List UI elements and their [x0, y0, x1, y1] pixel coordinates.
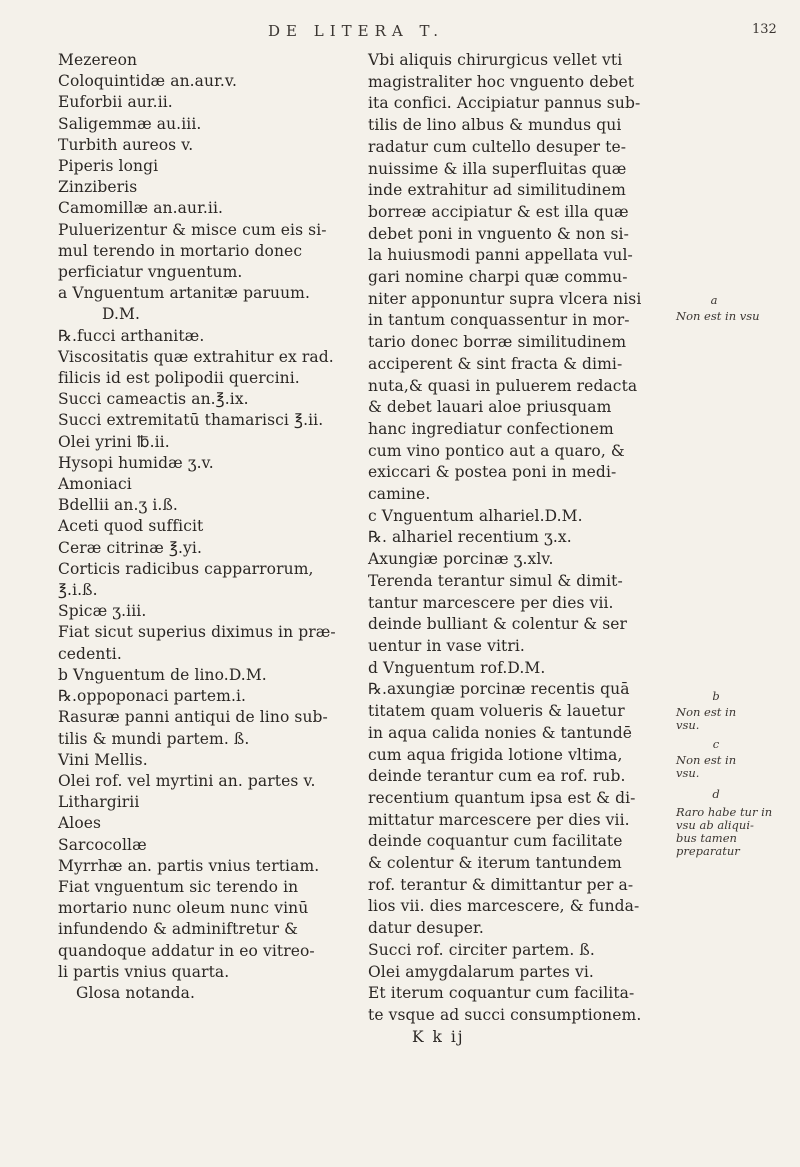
left-line: Puluerizentur & misce cum eis si-	[58, 220, 327, 239]
left-line: Ceræ citrinæ ℥.yi.	[58, 538, 202, 557]
left-line: Turbith aureos v.	[58, 135, 194, 154]
right-line: Olei amygdalarum partes vi.	[368, 962, 594, 981]
left-line: Aloes	[58, 814, 102, 833]
right-line: tilis de lino albus & mundus qui	[368, 116, 622, 135]
right-line: exiccari & postea poni in medi-	[368, 463, 617, 482]
left-line: ℞.fucci arthanitæ.	[58, 326, 205, 345]
right-line: nuissime & illa superfluitas quæ	[368, 159, 627, 178]
right-line: ℞. alhariel recentium ʒ.x.	[368, 528, 572, 547]
left-line: Zinziberis	[58, 178, 138, 197]
right-line: mittatur marcescere per dies vii.	[368, 810, 630, 829]
right-line: datur desuper.	[368, 919, 484, 938]
right-line: K k ij	[412, 1027, 465, 1046]
right-line: Terenda terantur simul & dimit-	[368, 571, 623, 590]
right-line: d Vnguentum rof.D.M.	[368, 658, 546, 677]
running-header	[0, 22, 800, 50]
right-line: camine.	[368, 485, 431, 504]
right-line: borreæ accipiatur & est illa quæ	[368, 202, 629, 221]
left-line: Aceti quod sufficit	[58, 517, 204, 536]
left-line: Amoniaci	[58, 475, 132, 494]
left-line: Piperis longi	[58, 157, 159, 176]
left-line: b Vnguentum de lino.D.M.	[58, 665, 267, 684]
left-line: Corticis radicibus capparrorum,	[58, 559, 314, 578]
left-line: Viscositatis quæ extrahitur ex rad.	[58, 347, 334, 366]
right-line: la huiusmodi panni appellata vul-	[368, 246, 633, 265]
right-line: niter apponuntur supra vlcera nisi	[368, 289, 642, 308]
right-line: in aqua calida nonies & tantundē	[368, 723, 633, 742]
left-line: ℞.oppoponaci partem.i.	[58, 687, 247, 706]
right-line: Axungiæ porcinæ ʒ.xlv.	[368, 550, 554, 569]
right-line: cum aqua frigida lotione vltima,	[368, 745, 623, 764]
right-line: acciperent & sint fracta & dimi-	[368, 354, 623, 373]
left-line: Olei rof. vel myrtini an. partes v.	[58, 771, 316, 790]
margin-note-a: Non est in vsu	[676, 309, 760, 323]
right-line: & colentur & iterum tantundem	[368, 854, 622, 873]
left-line: mul terendo in mortario donec	[58, 241, 303, 260]
right-line: c Vnguentum alhariel.D.M.	[368, 506, 583, 525]
left-line: Fiat vnguentum sic terendo in	[58, 877, 299, 896]
left-line: perficiatur vnguentum.	[58, 263, 243, 282]
left-line: Coloquintidæ an.aur.v.	[58, 72, 237, 91]
left-line: Succi cameactis an.℥.ix.	[58, 390, 249, 409]
left-line: Vini Mellis.	[58, 750, 148, 769]
right-line: deinde bulliant & colentur & ser	[368, 615, 628, 634]
left-line: tilis & mundi partem. ß.	[58, 729, 250, 748]
left-line: Spicæ ʒ.iii.	[58, 602, 147, 621]
left-column	[58, 50, 376, 1004]
right-line: Et iterum coquantur cum facilita-	[368, 984, 635, 1003]
right-line: radatur cum cultello desuper te-	[368, 137, 627, 156]
margin-mark-c: c	[712, 737, 720, 751]
left-line: Myrrhæ an. partis vnius tertiam.	[58, 856, 320, 875]
left-line: infundendo & adminiftretur &	[58, 920, 299, 939]
right-line: debet poni in vnguento & non si-	[368, 224, 629, 243]
left-line: Euforbii aur.ii.	[58, 93, 173, 112]
right-line: tario donec borræ similitudinem	[368, 333, 627, 352]
left-line: Bdellii an.ʒ i.ß.	[58, 496, 178, 515]
margin-note-d: Raro habe tur in vsu ab aliqui- bus tamen preparatur	[676, 805, 773, 858]
running-title: DE LITERA T.	[268, 22, 445, 40]
right-line: cum vino pontico aut a quaro, &	[368, 441, 625, 460]
margin-note-c: Non est in vsu.	[676, 753, 737, 780]
right-line: Vbi aliquis chirurgicus vellet vti	[368, 51, 623, 69]
right-line: rof. terantur & dimittantur per a-	[368, 875, 634, 894]
left-line: quandoque addatur in eo vitreo-	[58, 941, 315, 960]
left-line: filicis id est polipodii quercini.	[58, 369, 300, 388]
left-line: Lithargirii	[58, 793, 140, 812]
right-line: ita confici. Accipiatur pannus sub-	[368, 94, 641, 113]
left-line: Camomillæ an.aur.ii.	[58, 199, 224, 218]
right-line: uentur in vase vitri.	[368, 636, 525, 655]
right-line: magistraliter hoc vnguento debet	[368, 72, 635, 91]
left-line: li partis vnius quarta.	[58, 962, 230, 981]
right-line: recentium quantum ipsa est & di-	[368, 788, 636, 807]
left-line: Olei yrini ℔.ii.	[58, 432, 170, 451]
right-line: deinde terantur cum ea rof. rub.	[368, 767, 626, 786]
right-line: ℞.axungiæ porcinæ recentis quā	[368, 680, 630, 699]
left-line: ℥.i.ß.	[58, 581, 98, 600]
right-line: inde extrahitur ad similitudinem	[368, 181, 626, 200]
left-line: Fiat sicut superius diximus in præ-	[58, 623, 336, 642]
right-line: titatem quam volueris & lauetur	[368, 702, 625, 721]
right-column	[368, 50, 666, 1048]
right-line: gari nomine charpi quæ commu-	[368, 268, 628, 287]
left-line: Rasuræ panni antiqui de lino sub-	[58, 708, 328, 727]
folio-number: 132	[752, 22, 777, 37]
right-line: & debet lauari aloe priusquam	[368, 398, 612, 417]
margin-mark-b: b	[712, 689, 720, 703]
margin-mark-a: a	[710, 293, 718, 307]
right-line: Succi rof. circiter partem. ß.	[368, 940, 595, 959]
left-line: Succi extremitatū thamarisci ℥.ii.	[58, 411, 324, 430]
left-line: a Vnguentum artanitæ paruum.	[58, 284, 310, 303]
margin-mark-d: d	[712, 787, 720, 801]
right-line: deinde coquantur cum facilitate	[368, 832, 623, 851]
left-line: Hysopi humidæ ʒ.v.	[58, 453, 214, 472]
left-line: Mezereon	[58, 51, 138, 69]
left-line: D.M.	[102, 305, 140, 324]
right-line: tantur marcescere per dies vii.	[368, 593, 614, 612]
left-line: mortario nunc oleum nunc vinū	[58, 899, 309, 918]
right-line: in tantum conquassentur in mor-	[368, 311, 630, 330]
right-line: hanc ingrediatur confectionem	[368, 419, 614, 438]
left-line: Saligemmæ au.iii.	[58, 114, 202, 133]
left-line: cedenti.	[58, 644, 122, 663]
right-line: lios vii. dies marcescere, & funda-	[368, 897, 640, 916]
right-line: nuta,& quasi in puluerem redacta	[368, 376, 638, 395]
right-line: te vsque ad succi consumptionem.	[368, 1005, 642, 1024]
margin-note-b: Non est in vsu.	[676, 705, 737, 732]
left-line: Glosa notanda.	[76, 983, 196, 1002]
left-line: Sarcocollæ	[58, 835, 147, 854]
